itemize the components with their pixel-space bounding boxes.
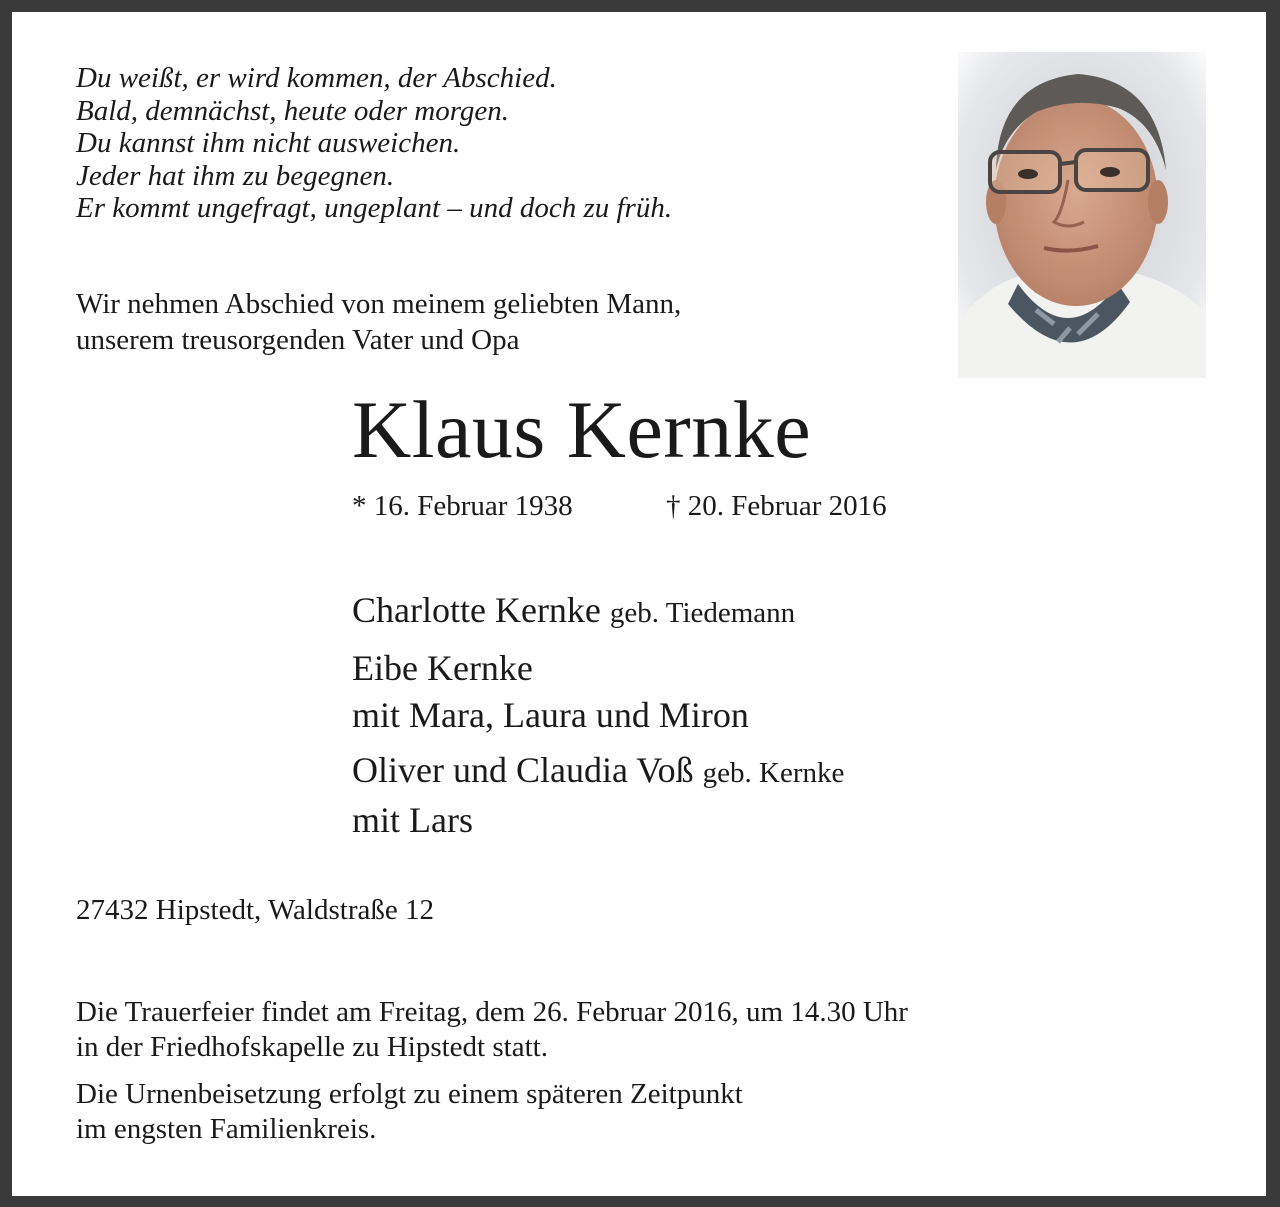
family-member [352,747,844,797]
maiden-name: geb. Tiedemann [609,597,796,629]
funeral-service-info [76,995,908,1065]
portrait-photo [958,52,1206,378]
intro-text [76,286,681,358]
portrait-illustration [958,52,1206,378]
death-date: † 20. Februar 2016 [666,490,887,522]
family-member-name: Charlotte Kernke [352,590,601,630]
burial-line: im engsten Familienkreis. [76,1113,377,1145]
family-member [352,587,844,637]
obituary-notice [12,12,1266,1196]
family-member-children: mit Mara, Laura und Miron [352,695,749,735]
life-dates [352,488,887,524]
poem-line: Du weißt, er wird kommen, der Abschied. [76,62,557,94]
poem-line: Bald, demnächst, heute oder morgen. [76,94,510,127]
birth-date: * 16. Februar 1938 [352,490,573,522]
poem [76,62,672,225]
intro-line: unserem treusorgenden Vater und Opa [76,324,520,356]
service-line: Die Trauerfeier findet am Freitag, dem 26. Februar 2016, um 14.30 Uhr [76,996,908,1028]
burial-info [76,1077,743,1147]
family-list [352,587,844,844]
family-member-name: Oliver und Claudia Voß [352,750,694,790]
service-line: in der Friedhofskapelle zu Hipstedt statt. [76,1031,548,1063]
family-member-name: Eibe Kernke [352,648,533,688]
poem-line: Er kommt ungefragt, ungeplant – und doch zu früh. [76,192,673,224]
family-address: 27432 Hipstedt, Waldstraße 12 [76,894,434,926]
family-member-children: mit Lars [352,800,473,840]
poem-line: Jeder hat ihm zu begegnen. [76,159,395,192]
maiden-name: geb. Kernke [702,757,845,789]
burial-line: Die Urnenbeisetzung erfolgt zu einem späteren Zeitpunkt [76,1078,743,1110]
poem-line: Du kannst ihm nicht ausweichen. [76,127,461,159]
deceased-name: Klaus Kernke [352,384,812,475]
intro-line: Wir nehmen Abschied von meinem geliebten Mann, [76,288,682,320]
